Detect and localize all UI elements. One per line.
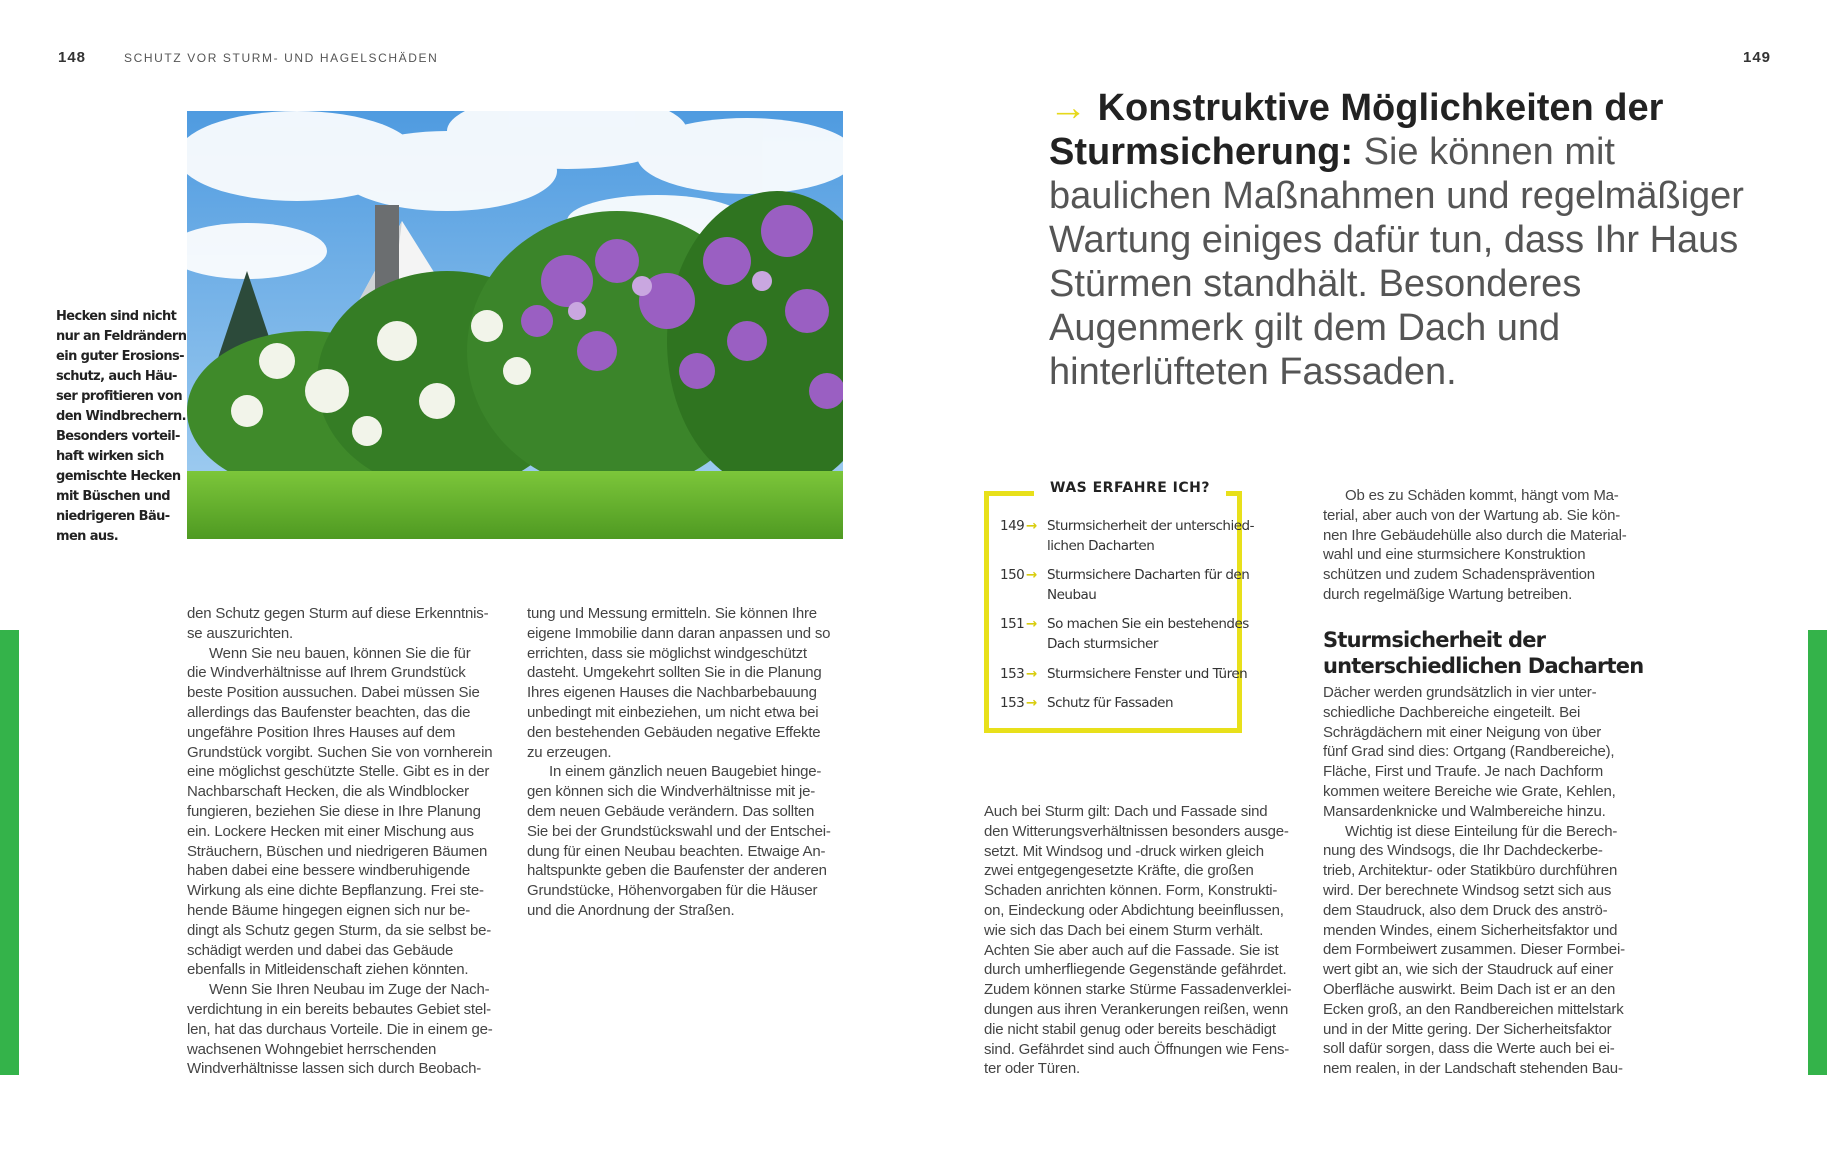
toc-item-line: Sturmsichere Dacharten für den	[1047, 567, 1250, 583]
text-line: eine möglichst geschützte Stelle. Gibt es in der	[187, 763, 490, 781]
page-number-right: 149	[1743, 49, 1772, 66]
text-line: fungieren, beziehen Sie diese in Ihre Planung	[187, 802, 481, 820]
info-box-title: WAS ERFAHRE ICH?	[1034, 480, 1226, 496]
text-line: terial, aber auch von der Wartung ab. Sie kön-	[1323, 506, 1621, 524]
text-line: eigene Immobilie dann daran anpassen und so	[527, 624, 831, 642]
text-line: die nicht stabil genug oder bereits beschädigt	[984, 1020, 1276, 1038]
text-line: tung und Messung ermitteln. Sie können Ihre	[527, 605, 817, 622]
caption-line: ser profitieren von	[56, 389, 183, 404]
body-column-4	[1323, 683, 1653, 1079]
paragraph	[187, 980, 507, 1079]
paragraph	[984, 802, 1304, 1079]
text-line: In einem gänzlich neuen Baugebiet hinge-	[549, 763, 822, 781]
text-line: Dächer werden grundsätzlich in vier unter-	[1323, 684, 1597, 701]
toc-item-line: Sturmsichere Fenster und Türen	[1047, 666, 1248, 682]
text-line: Schrägdächern mit einer Neigung von über	[1323, 723, 1602, 741]
caption-line: niedrigeren Bäu-	[56, 509, 170, 524]
intro-headline	[1049, 86, 1769, 394]
text-line: nem realen, in der Landschaft stehenden Bau-	[1323, 1060, 1623, 1078]
right-edge-marker	[1808, 630, 1827, 1075]
caption-line: mit Büschen und	[56, 489, 171, 504]
caption-line: haft wirken sich	[56, 449, 164, 464]
arrow-right-icon: →	[1026, 518, 1037, 534]
subheading-line: Sturmsicherheit der	[1323, 628, 1546, 652]
text-line: dung für einen Neubau beachten. Etwaige An-	[527, 842, 826, 860]
toc-item-label	[1047, 516, 1254, 556]
text-line: unbedingt mit einbeziehen, um nicht etwa bei	[527, 703, 819, 721]
text-line: haben dabei eine bessere windberuhigende	[187, 862, 471, 880]
text-line: Ob es zu Schäden kommt, hängt vom Ma-	[1345, 487, 1619, 504]
caption-line: gemischte Hecken	[56, 469, 181, 484]
text-line: Wirkung als eine dichte Bepflanzung. Frei ste-	[187, 882, 484, 900]
text-line: wert gibt an, wie sich der Staudruck auf einer	[1323, 961, 1614, 979]
text-line: Schaden anrichten können. Form, Konstrukti-	[984, 882, 1278, 900]
headline-bold: Konstruktive Möglichkeiten der Sturmsicherung:	[1049, 87, 1664, 173]
subheading-line: unterschiedlichen Dacharten	[1323, 654, 1644, 678]
text-line: dasteht. Umgekehrt sollten Sie in die Planung	[527, 664, 822, 682]
text-line: Achten Sie aber auch auf die Fassade. Sie ist	[984, 941, 1279, 959]
text-line: ter oder Türen.	[984, 1060, 1080, 1078]
toc-page-number: 151	[1000, 616, 1025, 632]
arrow-right-icon: →	[1026, 666, 1037, 682]
text-line: durch regelmäßige Wartung betreiben.	[1323, 585, 1573, 603]
text-line: haltspunkte geben die Baufenster der anderen	[527, 862, 827, 880]
text-line: den Schutz gegen Sturm auf diese Erkenntnis-	[187, 605, 489, 622]
text-line: wird. Der berechnete Windsog setzt sich aus	[1323, 881, 1612, 899]
caption-line: schutz, auch Häu-	[56, 369, 177, 384]
caption-line: ein guter Erosions-	[56, 349, 184, 364]
section-subheading	[1323, 627, 1653, 679]
text-line: se auszurichten.	[187, 624, 294, 642]
paragraph	[1323, 822, 1653, 1079]
toc-item-line: Schutz für Fassaden	[1047, 695, 1173, 711]
caption-line: nur an Feldrändern	[56, 329, 187, 344]
text-line: trieb, Architektur- oder Statikbüro durchführen	[1323, 862, 1618, 880]
toc-item[interactable]	[1000, 664, 1248, 684]
text-line: schädigt werden und dabei das Gebäude	[187, 941, 454, 959]
text-line: dingt als Schutz gegen Sturm, da sie selbst be-	[187, 921, 492, 939]
toc-item[interactable]	[1000, 614, 1249, 654]
toc-item-label	[1047, 614, 1249, 654]
paragraph	[1323, 683, 1653, 822]
headline-arrow-icon: →	[1049, 87, 1087, 129]
toc-page-number: 153	[1000, 666, 1025, 682]
caption-line: den Windbrechern.	[56, 409, 186, 424]
paragraph	[187, 604, 507, 644]
text-line: zu erzeugen.	[527, 743, 612, 761]
text-line: soll dafür sorgen, dass die Werte auch bei ei-	[1323, 1040, 1615, 1058]
text-line: wachsenen Wohngebiet herrschenden	[187, 1040, 437, 1058]
text-line: dem neuen Gebäude verändern. Das sollten	[527, 802, 815, 820]
text-line: zwei entgegengesetzte Kräfte, die großen	[984, 862, 1254, 880]
text-line: Nachbarschaft Hecken, die als Windblocker	[187, 783, 469, 801]
paragraph	[1323, 486, 1643, 605]
body-column-3	[984, 802, 1304, 1079]
text-line: dungen aus ihren Verankerungen reißen, wenn	[984, 1000, 1289, 1018]
text-line: len, hat das durchaus Vorteile. Die in einem ge-	[187, 1020, 493, 1038]
toc-item-line: Sturmsicherheit der unterschied-	[1047, 518, 1254, 534]
text-line: den Witterungsverhältnissen besonders ausge-	[984, 822, 1289, 840]
text-line: wahl und eine sturmsichere Konstruktion	[1323, 546, 1586, 564]
text-line: ein. Lockere Hecken mit einer Mischung aus	[187, 822, 474, 840]
arrow-right-icon: →	[1026, 567, 1037, 583]
toc-item-line: lichen Dacharten	[1047, 538, 1155, 554]
body-column-1	[187, 604, 507, 1079]
left-edge-marker	[0, 630, 19, 1075]
text-line: dem Formbeiwert zusammen. Dieser Formbei-	[1323, 941, 1625, 959]
text-line: Wichtig ist diese Einteilung für die Berech-	[1345, 822, 1618, 840]
text-line: ungefähre Position Ihres Hauses auf dem	[187, 723, 456, 741]
text-line: Auch bei Sturm gilt: Dach und Fassade sind	[984, 803, 1268, 820]
toc-page-number: 149	[1000, 518, 1025, 534]
text-line: nen Ihre Gebäudehülle also durch die Material-	[1323, 526, 1627, 544]
text-line: und die Anordnung der Straßen.	[527, 901, 735, 919]
text-line: sind. Gefährdet sind auch Öffnungen wie Fens-	[984, 1040, 1290, 1058]
toc-item[interactable]	[1000, 693, 1230, 713]
paragraph	[187, 644, 507, 981]
text-line: Ecken groß, an den Randbereichen mittelstark	[1323, 1000, 1624, 1018]
headline-text: Sie können mit baulichen Maßnahmen und regelmäßiger Wartung einiges dafür tun, dass Ihr Haus Stürmen standhält. Besonderes Augenmerk gilt dem Dach und hinterlüfteten Fassaden.	[1049, 131, 1744, 393]
text-line: schützen und zudem Schadensprävention	[1323, 566, 1595, 584]
toc-item-label	[1047, 664, 1248, 684]
toc-page-number: 153	[1000, 695, 1025, 711]
toc-item[interactable]	[1000, 516, 1254, 556]
paragraph	[527, 604, 847, 762]
text-line: Oberfläche auswirkt. Beim Dach ist er an den	[1323, 980, 1616, 998]
running-head: SCHUTZ VOR STURM- UND HAGELSCHÄDEN	[124, 51, 439, 65]
text-line: Wenn Sie Ihren Neubau im Zuge der Nach-	[209, 981, 490, 999]
arrow-right-icon: →	[1026, 616, 1037, 632]
text-line: Wenn Sie neu bauen, können Sie die für	[209, 644, 471, 662]
text-line: dem Staudruck, also dem Druck des anströ-	[1323, 901, 1608, 919]
text-line: Ihres eigenen Hauses die Nachbarbebauung	[527, 684, 817, 702]
text-line: Sie bei der Grundstückswahl und der Entschei-	[527, 822, 831, 840]
text-line: und in der Mitte gering. Der Sicherheitsfaktor	[1323, 1020, 1612, 1038]
text-line: hende Bäume hingegen eignen sich nur be-	[187, 901, 471, 919]
text-line: durch umherfliegende Gegenstände gefährdet.	[984, 961, 1287, 979]
text-line: on, Eindeckung oder Abdichtung beeinflussen,	[984, 901, 1284, 919]
text-line: Grundstücke, Höhenvorgaben für die Häuser	[527, 882, 818, 900]
text-line: Windverhältnisse lassen sich durch Beobach-	[187, 1060, 482, 1078]
text-line: ebenfalls in Mitleidenschaft ziehen könnten.	[187, 961, 469, 979]
caption-line: men aus.	[56, 529, 119, 544]
photo-caption	[56, 307, 187, 547]
text-line: Grundstück vorgibt. Suchen Sie von vornherein	[187, 743, 493, 761]
text-line: menden Windes, einem Sicherheitsfaktor und	[1323, 921, 1618, 939]
hedge-photo	[187, 111, 843, 539]
text-line: den bestehenden Gebäuden negative Effekte	[527, 723, 821, 741]
toc-item-line: So machen Sie ein bestehendes	[1047, 616, 1249, 632]
caption-line: Hecken sind nicht	[56, 309, 177, 324]
text-line: Zudem können starke Stürme Fassadenverklei-	[984, 981, 1292, 999]
toc-item-label	[1047, 693, 1230, 713]
text-line: allerdings das Baufenster beachten, das die	[187, 703, 471, 721]
body-column-2	[527, 604, 847, 921]
text-line: schiedliche Dachbereiche eingeteilt. Bei	[1323, 703, 1581, 721]
text-line: kommen weitere Bereiche wie Grate, Kehlen,	[1323, 782, 1616, 800]
text-line: beste Position aussuchen. Dabei müssen Sie	[187, 684, 480, 702]
paragraph	[527, 762, 847, 920]
toc-item[interactable]	[1000, 565, 1250, 605]
text-line: verdichtung in ein bereits bebautes Gebiet stel-	[187, 1000, 491, 1018]
caption-line: Besonders vorteil-	[56, 429, 180, 444]
text-line: gen können sich die Windverhältnisse mit je-	[527, 783, 816, 801]
arrow-right-icon: →	[1026, 695, 1037, 711]
text-line: errichten, dass sie möglichst windgeschützt	[527, 644, 807, 662]
body-column-4-intro	[1323, 486, 1643, 605]
toc-page-number: 150	[1000, 567, 1025, 583]
toc-item-line: Neubau	[1047, 587, 1097, 603]
page-number-left: 148	[58, 49, 87, 66]
text-line: Sträuchern, Büschen und niedrigeren Bäumen	[187, 842, 488, 860]
text-line: setzt. Mit Windsog und -druck wirken gleich	[984, 842, 1264, 860]
toc-item-line: Dach sturmsicher	[1047, 636, 1158, 652]
text-line: nung des Windsogs, die Ihr Dachdeckerbe-	[1323, 842, 1603, 860]
text-line: die Windverhältnisse auf Ihrem Grundstück	[187, 664, 466, 682]
text-line: wie sich das Dach bei einem Sturm verhält.	[984, 921, 1264, 939]
text-line: Fläche, First und Traufe. Je nach Dachform	[1323, 763, 1604, 781]
toc-item-label	[1047, 565, 1250, 605]
text-line: Mansardenknicke und Walmbereiche hinzu.	[1323, 802, 1606, 820]
text-line: fünf Grad sind dies: Ortgang (Randbereiche),	[1323, 743, 1615, 761]
